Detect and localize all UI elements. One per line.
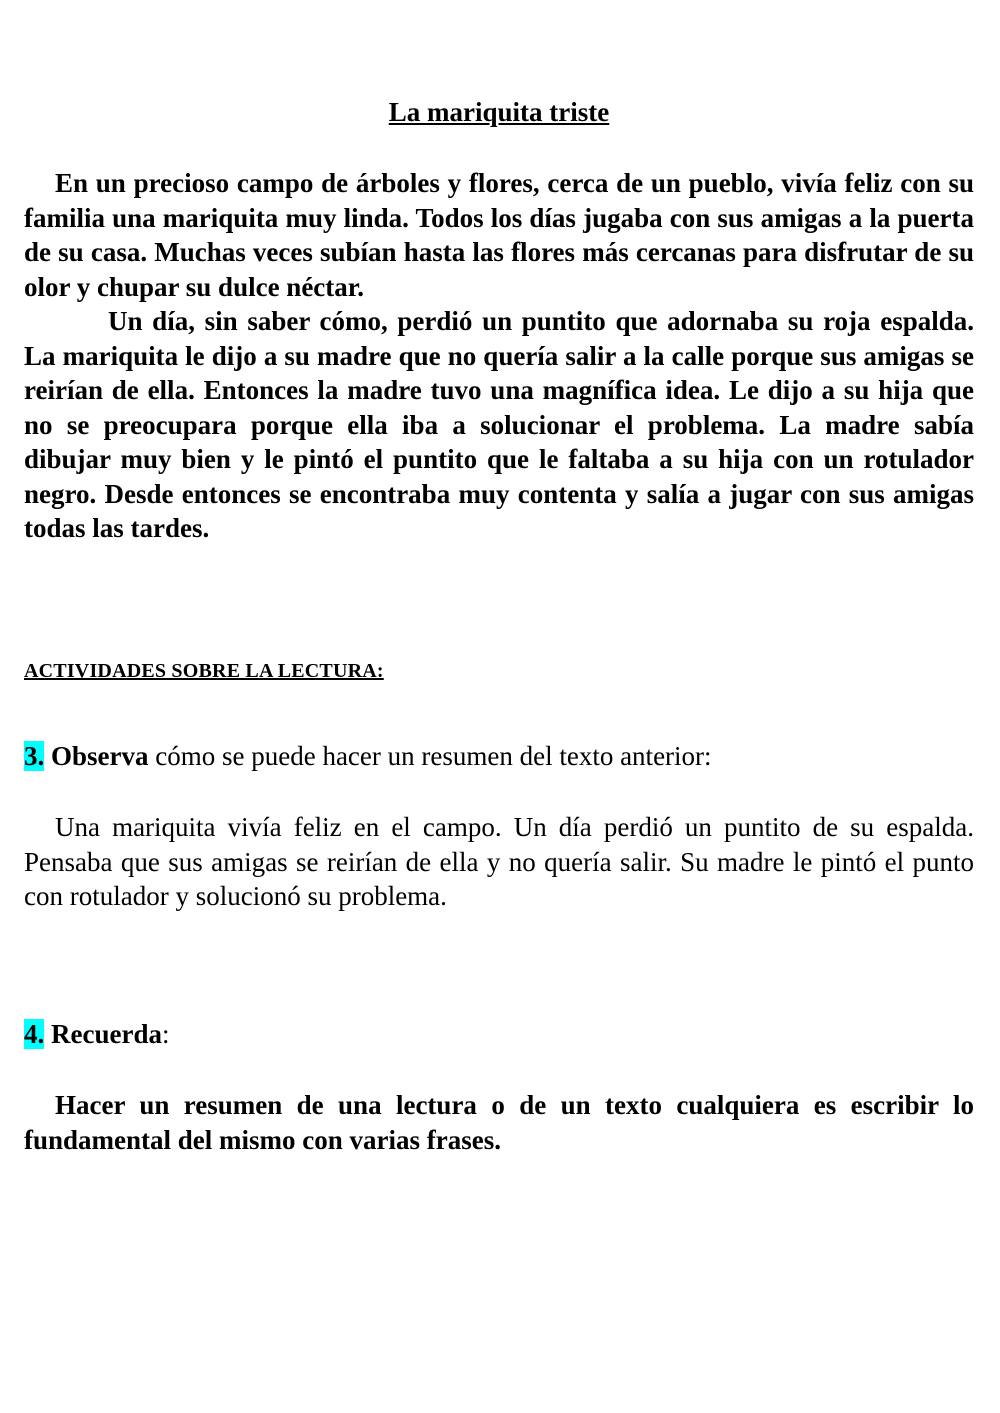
activity-3-keyword: Observa (51, 741, 149, 771)
activity-4-punctuation: : (161, 1019, 170, 1049)
story-text (24, 166, 974, 546)
activity-3-instruction: cómo se puede hacer un resumen del texto anterior: (148, 741, 712, 771)
summary-text: Una mariquita vivía feliz en el campo. Un día perdió un puntito de su espalda. Pensaba que sus amigas se reirían de ella y no quería salir. Su madre le pintó el punto con rotulador y solucionó su problema. (24, 812, 974, 911)
story-paragraph-1: En un precioso campo de árboles y flores, cerca de un pueblo, vivía feliz con su familia una mariquita muy linda. Todos los días jugaba con sus amigas a la puerta de su casa. Muchas veces subían hasta las flores más cercanas para disfrutar de su olor y chupar su dulce néctar. (24, 168, 974, 302)
activities-heading: ACTIVIDADES SOBRE LA LECTURA: (24, 660, 384, 682)
story-paragraph-2: Un día, sin saber cómo, perdió un puntito que adornaba su roja espalda. La mariquita le dijo a su madre que no quería salir a la calle porque sus amigas se reirían de ella. Entonces la madre tuvo una magnífica idea. Le dijo a su hija que no se preocupara porque ella iba a solucionar el problema. La madre sabía dibujar muy bien y le pintó el puntito que le faltaba a su hija con un rotulador negro. Desde entonces se encontraba muy contenta y salía a jugar con sus amigas todas las tardes. (24, 306, 974, 543)
activity-4-number: 4. (24, 1019, 45, 1049)
activity-3 (24, 739, 712, 773)
activity-4 (24, 1017, 169, 1051)
page-title: La mariquita triste (388, 97, 610, 127)
activity-4-keyword: Recuerda (51, 1019, 162, 1049)
summary-definition: Hacer un resumen de una lectura o de un texto cualquiera es escribir lo fundamental del mismo con varias frases. (24, 1090, 974, 1155)
activity-3-number: 3. (24, 741, 45, 771)
